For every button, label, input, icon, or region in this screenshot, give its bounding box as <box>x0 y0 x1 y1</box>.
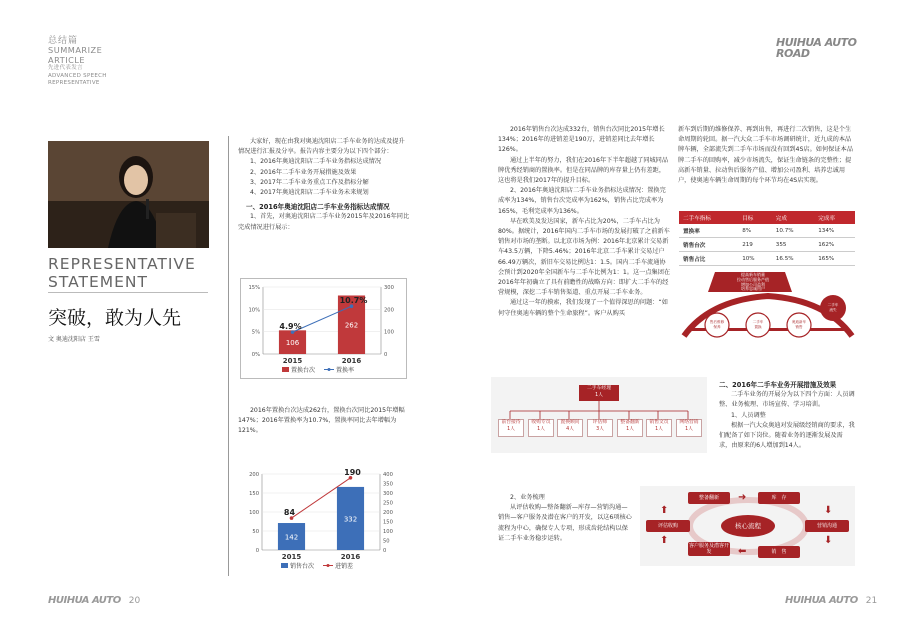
cycle-loss: 二手车 流失 <box>827 303 839 312</box>
section-header <box>48 33 107 88</box>
y-tick-label-left: 200 <box>249 472 259 478</box>
y-tick-label-left: 15% <box>248 285 260 291</box>
chart-trade-in <box>240 278 407 379</box>
kpi-table-wrapper <box>679 211 855 266</box>
section-2 <box>719 380 855 451</box>
chart-sales-svg <box>240 466 405 576</box>
arrow-down-icon: ⬇ <box>824 535 833 546</box>
arrow-down-icon: ⬇ <box>824 505 833 516</box>
org-node-label: 销售文员 <box>649 420 669 425</box>
outline-item: 1、2016年奥迪沈阳店二手车业务指标达成情况 <box>250 158 382 166</box>
process-step: 整备翻新 <box>688 492 730 504</box>
col3-paragraph: 2、2016年奥迪沈阳店二手车业务指标达成情况：置换完成率为134%，销售台次完成率为162%，销售占比完成率为165%，毛利完成率为136%。 <box>498 187 666 215</box>
y-tick-label-left: 0% <box>251 352 260 358</box>
col4-paragraph: 新车到后期的维修保养、再到出售，再进行二次销售，这是个生命周期的轮回。据一汽大众二手车市场调研统计，近九成的本品牌车辆，全部流失到二手车市场而没有回到4S店。如何保证本品牌二手车的回购率，减少市场流失，保证生命链条的完整性；提高新车销量、拉动售后服务产值、增加公司盈利、培养忠诚用户，使奥迪车辆生命周期的每个环节均在4S店实现。 <box>678 126 853 185</box>
line-value-label: 84 <box>283 508 296 518</box>
column-4 <box>678 125 854 186</box>
page-number-right: 21 <box>865 596 878 606</box>
table-header-cell: 完成 <box>772 211 814 224</box>
y-tick-label-right: 0 <box>384 352 388 358</box>
x-tick-label: 2016 <box>340 553 361 561</box>
workflow-text <box>498 493 633 544</box>
bar-value-label: 106 <box>285 339 300 348</box>
table-cell: 销售占比 <box>679 252 738 266</box>
org-node <box>498 419 524 437</box>
chart-sales <box>240 466 405 576</box>
table-cell: 10.7% <box>772 224 814 238</box>
y-tick-label-right: 150 <box>383 519 393 526</box>
outline-item: 4、2017年奥迪沈阳店二手车业务未来规划 <box>250 189 369 197</box>
org-root-count: 1人 <box>595 393 603 398</box>
y-tick-label-left: 10% <box>248 307 260 314</box>
legend-marker <box>327 564 330 567</box>
section-1-paragraph: 1、首先，对奥迪沈阳店二手车业务2015年及2016年同比完成情况进行展示： <box>238 213 410 231</box>
org-node <box>528 419 554 437</box>
y-tick-label-right: 400 <box>383 472 393 478</box>
section-1-title: 一、2016年奥迪沈阳店二手车业务指标达成情况 <box>246 203 390 212</box>
process-step: 营销沟通 <box>805 520 849 532</box>
col3-paragraph: 早在欧美及发达国家，新车占比为20%，二手车占比为80%。据统计，2016年国内二手车市场的发展打破了之前新车销售对市场的垄断。以北京市场为例：2016年北京累计交易新车43.5万辆，下降5.46%；2016年北京二手车累计交易过户66.49万辆次，新旧车交易比例达1：1.5。国内二手车流通协会预计到2020年全国新车与二手车比例为1：1。这一点集团在2016年年初确立了具有前瞻性的战略方向：即扩大二手车的经营规模，深挖二手车销售渠道、重点开展二手车业务。 <box>498 217 671 297</box>
org-node-count: 1人 <box>626 426 634 432</box>
table-cell: 置换率 <box>679 224 738 238</box>
outline-item: 2、2016年二手车业务开展措施及效果 <box>250 168 357 176</box>
report-outline <box>238 157 410 198</box>
page-number-left: 20 <box>128 596 141 606</box>
process-step: 库 存 <box>758 492 800 504</box>
speaker-photo-illustration <box>48 141 209 248</box>
section-2-subhead: 1、人员调整 <box>731 411 766 419</box>
trade-in-summary: 2016年置换台次达成262台，置换台次同比2015年增幅147%；2016年置换率为10.7%，置换率同比去年增幅为121%。 <box>238 407 405 435</box>
org-node-label: 网络营销 <box>679 420 699 425</box>
legend-label: 置换率 <box>336 367 355 374</box>
y-tick-label-right: 300 <box>384 285 394 291</box>
speaker-photo <box>48 141 209 248</box>
rep-title-line1: REPRESENTATIVE <box>48 255 196 273</box>
cycle-goals: 提高新车销量 拉动售后服务产值 增加公司盈利 培养忠诚用户 <box>737 272 769 292</box>
y-tick-label-right: 350 <box>383 481 393 488</box>
line-value-label: 190 <box>344 467 361 477</box>
header-en2: ARTICLE <box>48 54 86 65</box>
process-diagram <box>640 486 855 566</box>
y-tick-label-left: 5% <box>251 329 260 336</box>
org-root <box>579 385 619 401</box>
y-tick-label-right: 200 <box>383 510 393 516</box>
legend-label: 销售台次 <box>290 563 315 570</box>
legend-swatch <box>282 367 289 372</box>
org-node-label: 收购专员 <box>531 420 551 425</box>
x-tick-label: 2015 <box>282 357 303 365</box>
workflow-subhead: 2、业务梳理 <box>510 494 545 501</box>
table-cell: 165% <box>814 252 855 266</box>
table-cell: 8% <box>738 224 772 238</box>
y-tick-label-right: 50 <box>383 538 390 545</box>
footer-left <box>48 588 140 607</box>
process-center: 核心流程 <box>735 522 761 530</box>
table-cell: 162% <box>814 238 855 252</box>
x-tick-label: 2016 <box>341 357 362 365</box>
column-3 <box>498 125 671 319</box>
table-cell: 10% <box>738 252 772 266</box>
legend-swatch <box>281 563 288 568</box>
org-node-label: 置换顾问 <box>560 420 580 425</box>
table-row <box>679 252 855 266</box>
kpi-table-header <box>679 211 855 224</box>
process-step: 客户服务及潜客开发 <box>688 543 729 555</box>
lifecycle-diagram <box>680 270 855 352</box>
org-node-label: 评估师 <box>592 420 608 425</box>
section-2-paragraph: 根据一汽大众奥迪对发展级经销商的要求，我们配备了如下岗位。随着业务的逐渐发展及需求，由原来的6人增加到14人。 <box>719 421 855 450</box>
y-tick-label-right: 100 <box>384 329 394 336</box>
header-cn2: 先进代表发言 <box>48 65 83 71</box>
y-tick-label-right: 100 <box>383 529 393 535</box>
process-step: 销 售 <box>758 546 800 558</box>
intro-paragraph: 大家好，现在由我对奥迪沈阳店二手车业务的达成及提升情况进行汇报及分享。报告内容主要分为以下四个部分： <box>238 138 405 156</box>
article-headline: 突破，敢为人先 <box>48 307 182 329</box>
arrow-right-icon: ➜ <box>738 492 747 503</box>
table-cell: 134% <box>814 224 855 238</box>
org-node-count: 4人 <box>566 426 574 432</box>
brand-logo-top: HUIHUA AUTO <box>776 36 857 49</box>
org-node <box>617 419 643 437</box>
process-step: 评估收购 <box>646 520 690 532</box>
table-header-cell: 目标 <box>738 211 772 224</box>
table-row <box>679 238 855 252</box>
cycle-tradein: 二手车 置换 <box>752 320 764 329</box>
arrow-left-icon: ⬅ <box>738 546 747 557</box>
footer-right <box>785 588 877 607</box>
y-tick-label-left: 150 <box>249 491 259 497</box>
org-node <box>557 419 583 437</box>
y-tick-label-right: 250 <box>383 500 393 507</box>
org-node <box>676 419 702 437</box>
article-author: 文 奥迪沈阳店 王雪 <box>48 336 100 343</box>
org-node-label: 整备翻新 <box>620 420 640 425</box>
header-en4: REPRESENTATIVE <box>48 80 100 86</box>
org-node-label: 前台接待 <box>501 420 521 425</box>
org-node-count: 1人 <box>685 426 693 432</box>
x-tick-label: 2015 <box>281 553 302 561</box>
bar-value-label: 332 <box>343 515 358 524</box>
org-node-count: 1人 <box>507 426 515 432</box>
header-cn: 总结篇 <box>48 36 79 46</box>
table-header-cell: 二手车指标 <box>679 211 738 224</box>
cycle-aftersales: 售后维修 保养 <box>709 320 725 329</box>
line-value-label: 4.9% <box>279 322 302 332</box>
y-tick-label-left: 0 <box>255 548 259 554</box>
header-en3: ADVANCED SPEECH <box>48 72 107 79</box>
org-chart <box>491 377 707 453</box>
org-node <box>646 419 672 437</box>
table-header-cell: 完成率 <box>814 211 855 224</box>
org-node-count: 1人 <box>655 426 663 432</box>
column-2-top <box>238 137 410 233</box>
table-cell: 销售台次 <box>679 238 738 252</box>
col3-paragraph: 通过这一年的摸索，我们发现了一个值得深思的问题：“如何守住奥迪车辆的整个生命旅程”。客户从购买 <box>498 299 668 317</box>
column-rule <box>228 136 229 576</box>
bar-value-label: 142 <box>284 533 299 542</box>
rep-title-line2: STATEMENT <box>48 273 148 291</box>
table-cell: 219 <box>738 238 772 252</box>
arrow-up-icon: ⬆ <box>660 505 669 516</box>
y-tick-label-left: 50 <box>252 529 259 535</box>
bar-value-label: 262 <box>344 321 359 330</box>
y-tick-label-right: 0 <box>383 548 387 554</box>
brand-logo <box>776 36 857 60</box>
table-row <box>679 224 855 238</box>
cycle-newcar: 奥迪新车 销售 <box>791 320 807 329</box>
org-node <box>587 419 613 437</box>
section-2-paragraph: 二手车业务的开展分为以下四个方面：人员调整、业务梳理、市场宣传、学习培训。 <box>719 391 855 409</box>
org-root-label: 二手车经理 <box>587 386 611 391</box>
y-tick-label-right: 300 <box>383 491 393 497</box>
brand-logo-bottom: ROAD <box>776 47 810 60</box>
chart-trade-in-svg <box>241 279 406 378</box>
line-value-label: 10.7% <box>339 296 368 306</box>
section-2-title: 二、2016年二手车业务开展措施及效果 <box>719 381 837 389</box>
col3-paragraph: 通过上半年的努力，我们在2016年下半年超越了同城同品牌优秀经销商的置换率。但是在同品牌的库存量上仍有差距，这也将是我们2017年的提升目标。 <box>498 156 669 185</box>
outline-item: 3、2017年二手车业务重点工作及指标分解 <box>250 178 369 186</box>
footer-logo: HUIHUA AUTO <box>48 595 121 606</box>
legend-label: 置换台次 <box>291 367 316 374</box>
legend-label: 进销差 <box>335 563 354 570</box>
table-cell: 355 <box>772 238 814 252</box>
org-node-count: 3人 <box>596 426 604 432</box>
arrow-up-icon: ⬆ <box>660 535 669 546</box>
org-node-count: 1人 <box>537 426 545 432</box>
kpi-table <box>679 211 855 266</box>
divider <box>48 292 208 293</box>
table-cell: 16.5% <box>772 252 814 266</box>
rep-title <box>48 255 196 291</box>
header-en1: SUMMARIZE <box>48 45 103 55</box>
workflow-paragraph: 从评估收购—整备翻新—库存—营销沟通—销售—客户服务及潜在客户的开发，以这6项核心流程为中心，确保专人专项，形成齿轮结构以保证二手车业务稳步运转。 <box>498 504 632 542</box>
y-tick-label-right: 200 <box>384 307 394 314</box>
legend-marker <box>328 368 331 371</box>
footer-logo: HUIHUA AUTO <box>785 595 858 606</box>
col3-paragraph: 2016年销售台次达成332台，销售台次同比2015年增长134%；2016年的进销差是190万，进销差同比去年增长126%。 <box>498 126 665 154</box>
y-tick-label-left: 100 <box>249 510 259 516</box>
